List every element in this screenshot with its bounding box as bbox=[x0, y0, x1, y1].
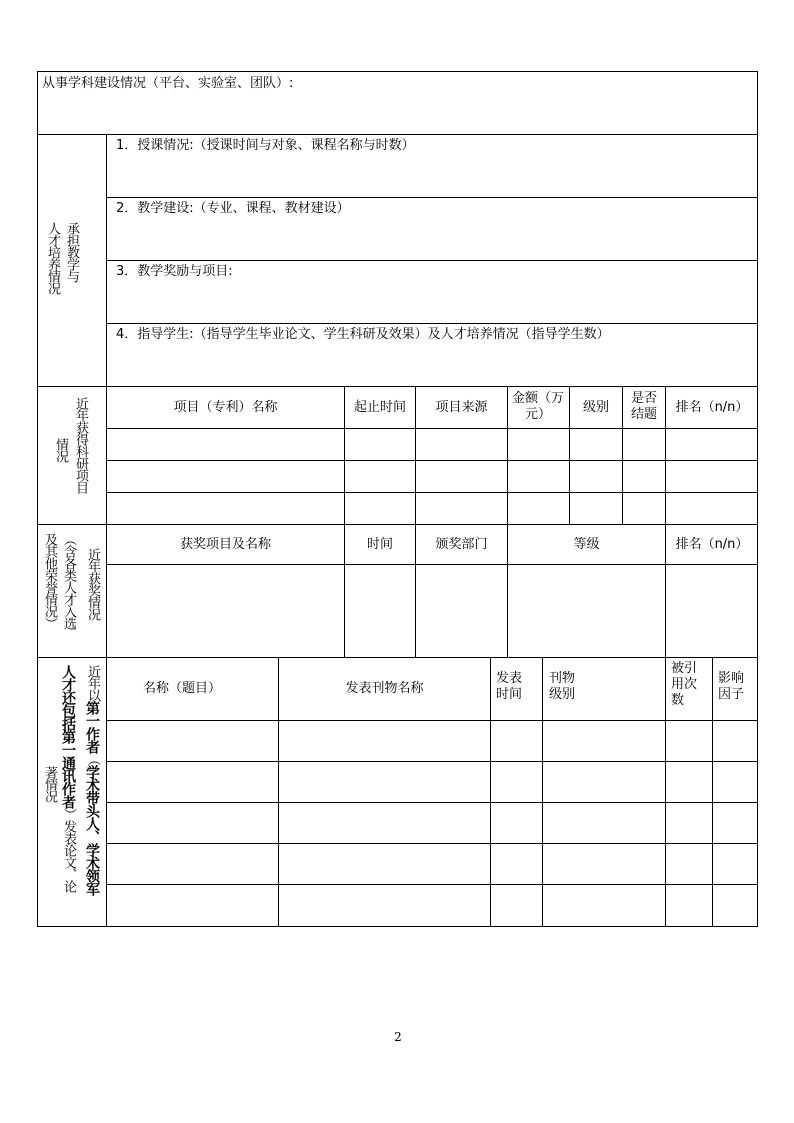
awards-header-name: 获奖项目及名称 bbox=[179, 537, 271, 552]
papers-side-label-2: 人才还包括第一通讯作者）发表论文、论 bbox=[60, 665, 76, 892]
research-header-source: 项目来源 bbox=[435, 400, 488, 415]
research-header-name: 项目（专利）名称 bbox=[173, 400, 278, 415]
papers-side-label-3: 近年以第一作者（学术带头人、学术领军 bbox=[84, 665, 100, 895]
awards-header-rank: 排名（n/n） bbox=[675, 537, 749, 552]
research-header-period: 起止时间 bbox=[353, 400, 406, 415]
teaching-side-label-2: 承担教学与 bbox=[64, 222, 79, 282]
papers-section bbox=[37, 657, 758, 927]
papers-header-cited: 被引用次数 bbox=[671, 661, 698, 708]
page-number: 2 bbox=[394, 1030, 402, 1044]
papers-header-time: 发表时间 bbox=[496, 671, 523, 702]
research-header-amount: 金额（万元） bbox=[512, 391, 565, 422]
papers-header-level: 刊物级别 bbox=[549, 671, 576, 702]
teaching-item-3: 3．教学奖励与项目: bbox=[116, 264, 233, 279]
awards-side-label-3: 近年获奖情况 bbox=[85, 548, 100, 620]
discipline-label: 从事学科建设情况（平台、实验室、团队）: bbox=[42, 76, 294, 91]
awards-header-grade: 等级 bbox=[573, 537, 600, 552]
awards-header-dept: 颁奖部门 bbox=[435, 537, 488, 552]
research-side-label-1: 情况 bbox=[53, 438, 68, 462]
papers-header-title: 名称（题目） bbox=[142, 681, 221, 696]
research-header-level: 级别 bbox=[582, 400, 609, 415]
awards-header-time: 时间 bbox=[366, 537, 393, 552]
teaching-item-4: 4．指导学生:（指导学生毕业论文、学生科研及效果）及人才培养情况（指导学生数） bbox=[116, 327, 610, 342]
papers-side-label-1: 著情况 bbox=[42, 766, 57, 802]
awards-side-label-2: （含各类人才入选 bbox=[61, 533, 76, 629]
research-header-rank: 排名（n/n） bbox=[675, 400, 749, 415]
teaching-item-1: 1．授课情况:（授课时间与对象、课程名称与时数） bbox=[116, 138, 415, 153]
teaching-side-label-1: 人才培养情况 bbox=[45, 222, 60, 294]
papers-header-journal: 发表刊物名称 bbox=[345, 681, 424, 696]
teaching-item-2: 2．教学建设:（专业、课程、教材建设） bbox=[116, 201, 350, 216]
awards-side-label-1: 及其他荣誉情况） bbox=[42, 533, 57, 629]
research-header-concluded: 是否结题 bbox=[630, 391, 657, 422]
papers-header-impact: 影响因子 bbox=[718, 671, 745, 702]
research-side-label-2: 近年获得科研项目 bbox=[73, 397, 88, 493]
